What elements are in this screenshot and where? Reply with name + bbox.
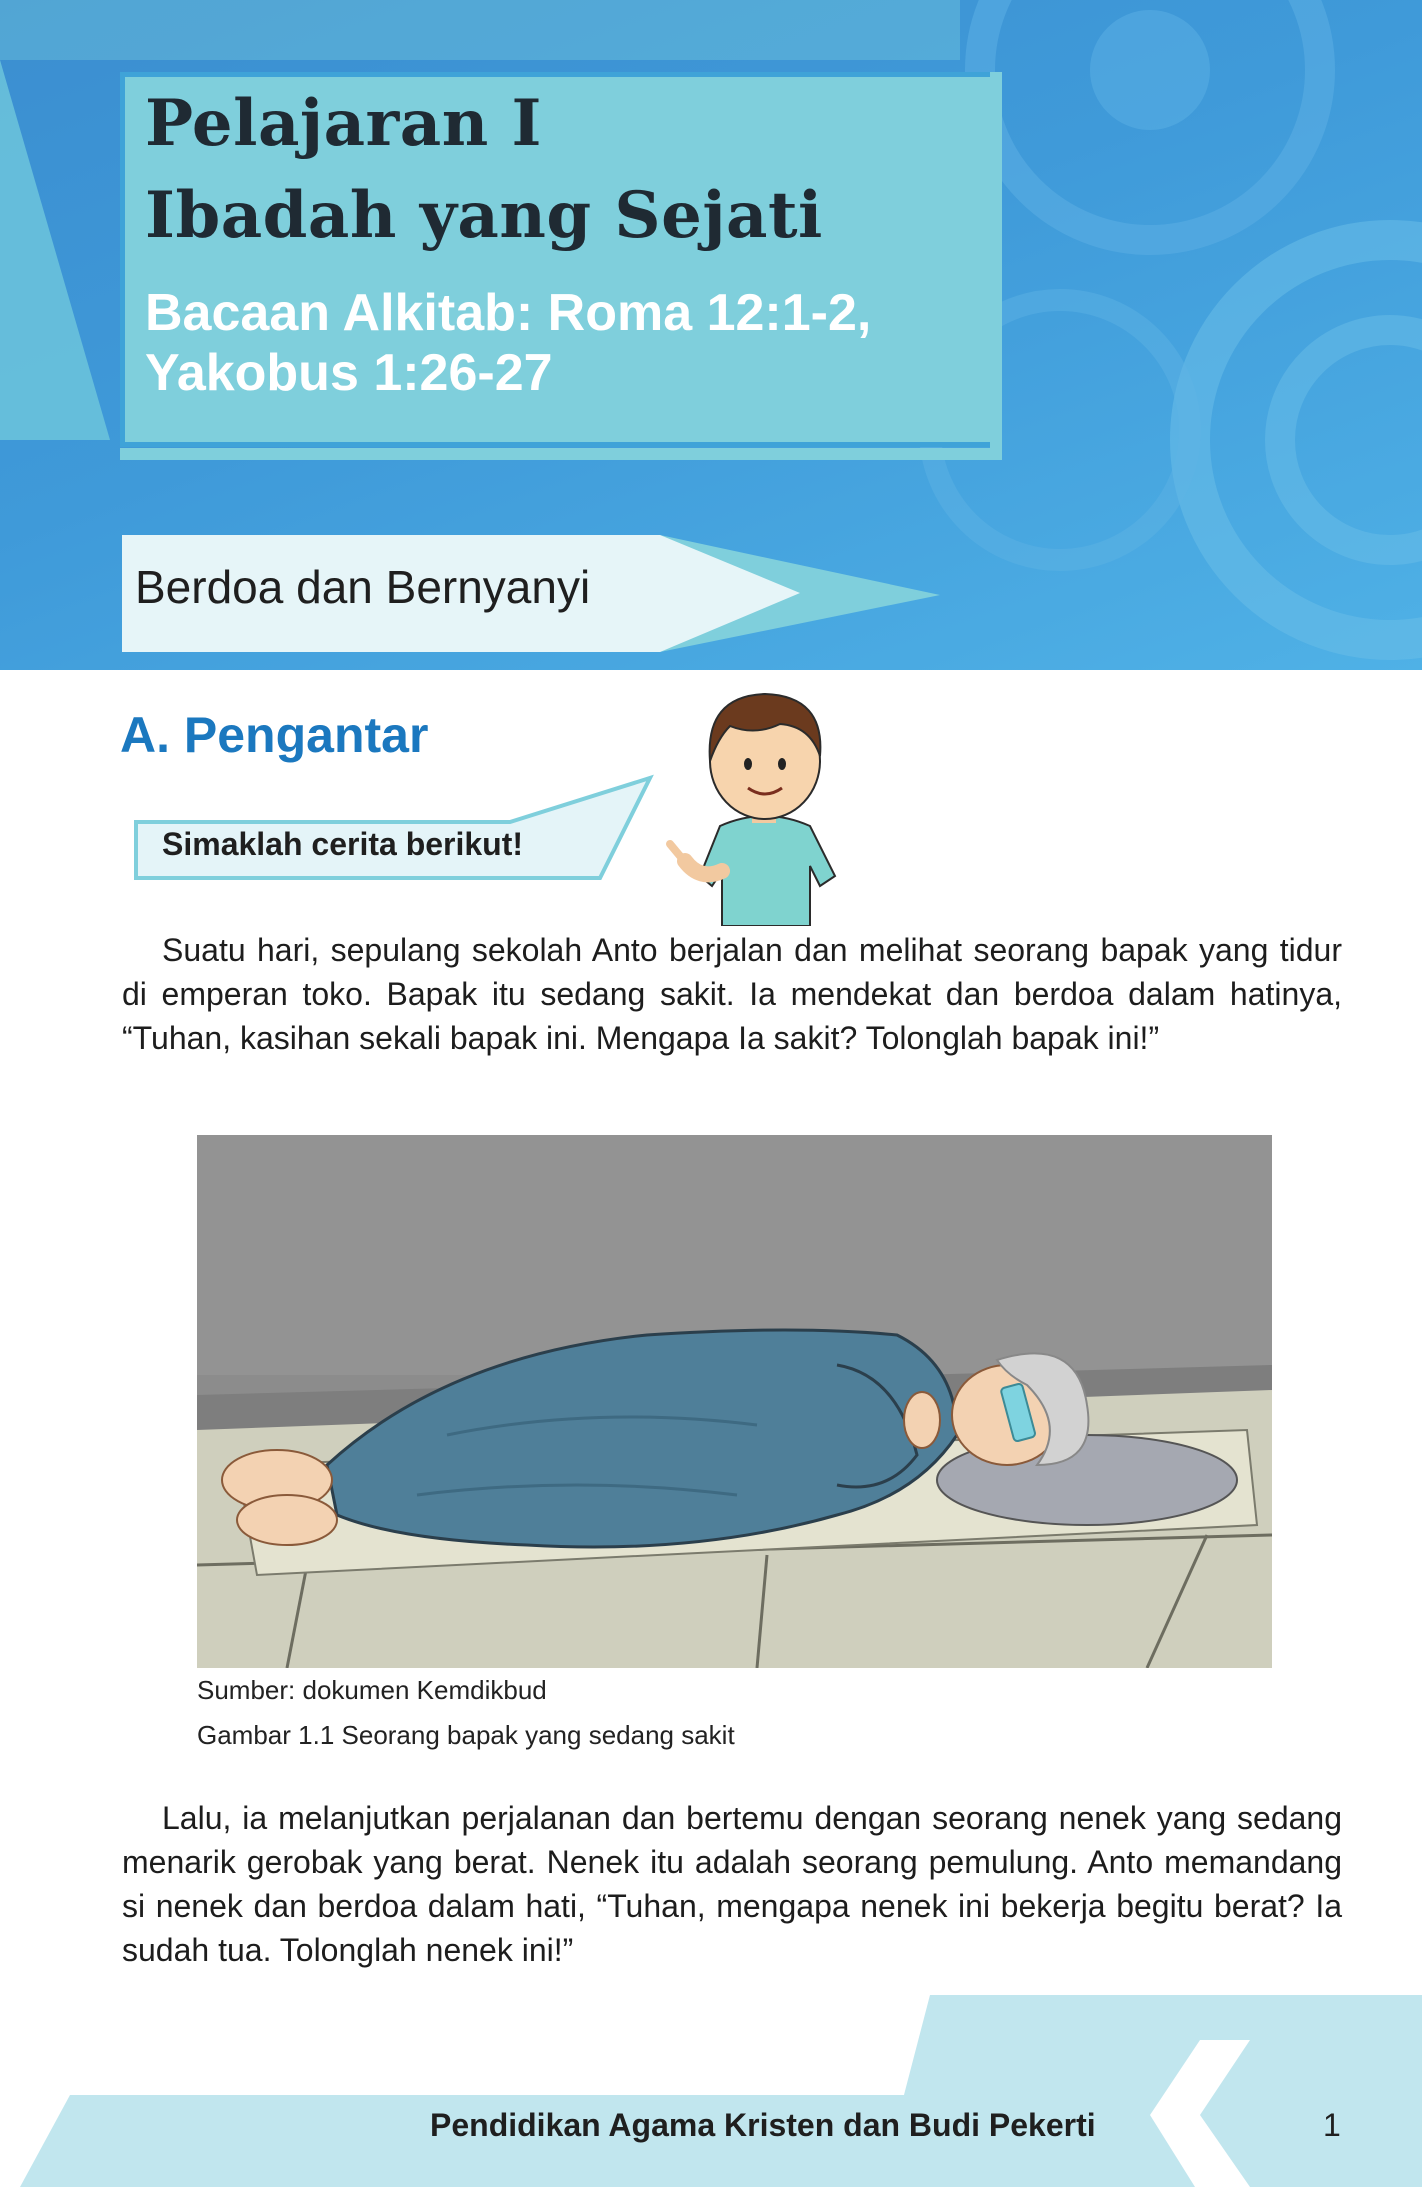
story-paragraph-2: Lalu, ia melanjutkan perjalanan dan bertemu dengan seorang nenek yang sedang menarik gerobak yang berat. Nenek itu adalah seorang pemulung. Anto memandang si nenek dan berdoa dalam hati, “Tuhan, mengapa nenek ini bekerja begitu berat? Ia sudah tua. Tolonglah nenek ini!” — [122, 1800, 1342, 1968]
title-card-edge — [990, 72, 1002, 460]
title-card-underline — [120, 448, 1002, 460]
section-heading: A. Pengantar — [120, 707, 429, 763]
boy-pointing-illustration — [660, 676, 870, 926]
lesson-label: Pelajaran I — [145, 86, 542, 161]
lesson-name: Ibadah yang Sejati — [145, 178, 823, 253]
figure-caption: Gambar 1.1 Seorang bapak yang sedang sakit — [197, 1720, 735, 1750]
bible-reading-line2: Yakobus 1:26-27 — [145, 344, 553, 402]
lesson-title — [145, 78, 823, 262]
bible-reading-line1: Bacaan Alkitab: Roma 12:1-2, — [145, 284, 872, 342]
footer-band — [0, 1995, 1422, 2187]
book-title: Pendidikan Agama Kristen dan Budi Pekerti — [430, 2107, 1096, 2143]
chapter-header-band — [0, 0, 1422, 670]
story-paragraph-1: Suatu hari, sepulang sekolah Anto berjalan dan melihat seorang bapak yang tidur di emperan toko. Bapak itu sedang sakit. Ia mendekat dan berdoa dalam hatinya, “Tuhan, kasihan sekali bapak ini. Mengapa Ia sakit? Tolonglah bapak ini!” — [122, 932, 1342, 1056]
callout-text: Simaklah cerita berikut! — [162, 826, 524, 862]
section-banner-title: Berdoa dan Bernyanyi — [135, 561, 591, 613]
figure-sick-man — [197, 1135, 1272, 1668]
page-number: 1 — [1323, 2107, 1341, 2143]
sick-man-illustration — [197, 1135, 1272, 1668]
bible-reading — [145, 283, 871, 403]
figure-source: Sumber: dokumen Kemdikbud — [197, 1675, 547, 1705]
